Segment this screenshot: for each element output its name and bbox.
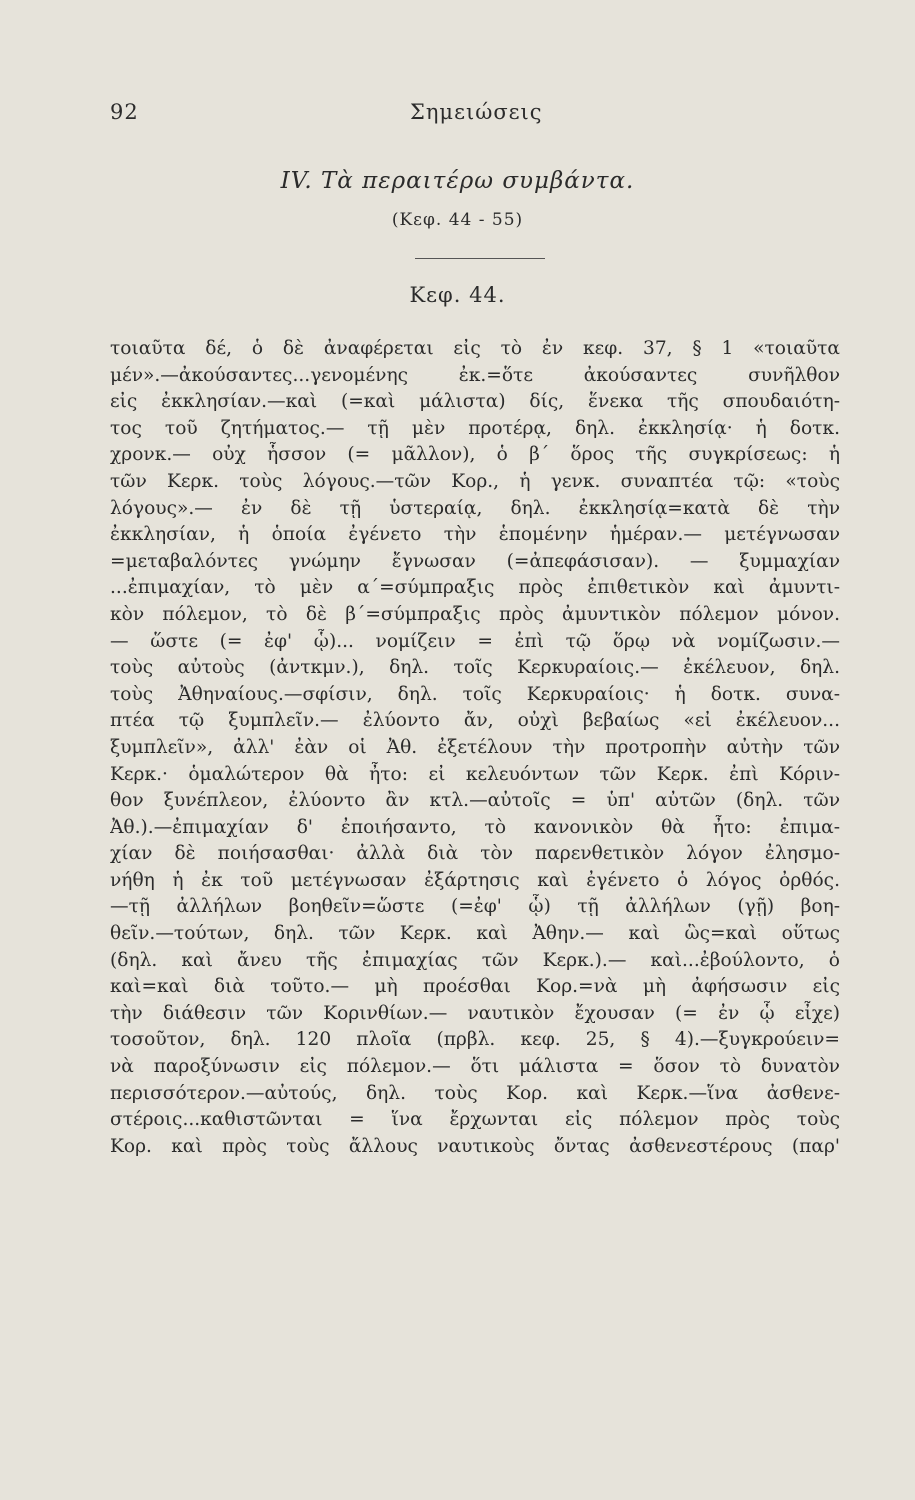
text-line bbox=[110, 1160, 840, 1187]
text-line: εἰς ἐκκλησίαν.—καὶ (=καὶ μάλιστα) δίς, ἕνεκα τῆς σπουδαιότη- bbox=[110, 391, 840, 413]
text-line: (δηλ. καὶ ἄνευ τῆς ἐπιμαχίας τῶν Κερκ.).— καὶ...ἐβούλοντο, ὁ bbox=[110, 949, 840, 971]
commentary-text bbox=[110, 336, 840, 1187]
running-head bbox=[110, 100, 840, 130]
chapter-heading: Κεφ. 44. bbox=[409, 283, 506, 307]
text-line: τοιαῦτα δέ, ὁ δὲ ἀναφέρεται εἰς τὸ ἐν κεφ. 37, § 1 «τοιαῦτα bbox=[110, 338, 840, 359]
text-line: τοὺς αὐτοὺς (ἀντκμν.), δηλ. τοῖς Κερκυραίοις.— ἐκέλευον, δηλ. bbox=[110, 657, 840, 679]
section-chapter-range: (Κεφ. 44 - 55) bbox=[391, 210, 524, 230]
text-line: καὶ=καὶ διὰ τοῦτο.— μὴ προέσθαι Κορ.=νὰ μὴ ἀφήσωσιν εἰς bbox=[110, 976, 840, 998]
text-line: λόγους».— ἐν δὲ τῇ ὑστεραίᾳ, δηλ. ἐκκλησίᾳ=κατὰ δὲ τὴν bbox=[110, 497, 840, 519]
text-line: κὸν πόλεμον, τὸ δὲ β΄=σύμπραξις πρὸς ἀμυντικὸν πόλεμον μόνον. bbox=[110, 603, 840, 625]
text-line: θον ξυνέπλεον, ἐλύοντο ἂν κτλ.—αὐτοῖς = ὑπ' αὐτῶν (δηλ. τῶν bbox=[110, 790, 840, 812]
text-line: νήθη ἡ ἐκ τοῦ μετέγνωσαν ἐξάρτησις καὶ ἐγένετο ὁ λόγος ὀρθός. bbox=[110, 869, 840, 891]
text-line: τῶν Κερκ. τοὺς λόγους.—τῶν Κορ., ἡ γενκ. συναπτέα τῷ: «τοὺς bbox=[110, 470, 840, 492]
text-line: τὴν διάθεσιν τῶν Κορινθίων.— ναυτικὸν ἔχουσαν (= ἐν ᾧ εἶχε) bbox=[110, 1002, 840, 1024]
text-line: νὰ παροξύνωσιν εἰς πόλεμον.— ὅτι μάλιστα = ὅσον τὸ δυνατὸν bbox=[110, 1056, 840, 1078]
text-line: τος τοῦ ζητήματος.— τῇ μὲν προτέρᾳ, δηλ. ἐκκλησίᾳ· ἡ δοτκ. bbox=[110, 417, 840, 439]
text-line: περισσότερον.—αὐτούς, δηλ. τοὺς Κορ. καὶ Κερκ.—ἵνα ἀσθενε- bbox=[110, 1082, 840, 1104]
text-line: ξυμπλεῖν», ἀλλ' ἐὰν οἱ Ἀθ. ἐξετέλουν τὴν προτροπὴν αὐτὴν τῶν bbox=[110, 736, 840, 758]
section-divider bbox=[415, 258, 545, 259]
text-line: θεῖν.—τούτων, δηλ. τῶν Κερκ. καὶ Ἀθην.— καὶ ὣς=καὶ οὕτως bbox=[110, 923, 840, 945]
text-line: χρονκ.— οὐχ ἧσσον (= μᾶλλον), ὁ β΄ ὅρος τῆς συγκρίσεως: ἡ bbox=[110, 444, 840, 466]
text-line: χίαν δὲ ποιήσασθαι· ἀλλὰ διὰ τὸν παρενθετικὸν λόγον ἐλησμο- bbox=[110, 843, 840, 865]
text-line: μέν».—ἀκούσαντες...γενομένης ἐκ.=ὅτε ἀκούσαντες συνῆλθον bbox=[110, 364, 840, 386]
section-title: IV. Τὰ περαιτέρω συμβάντα. bbox=[280, 168, 635, 194]
text-line: τοσοῦτον, δηλ. 120 πλοῖα (πρβλ. κεφ. 25, § 4).—ξυγκρούειν= bbox=[110, 1029, 840, 1051]
text-line: ...ἐπιμαχίαν, τὸ μὲν α΄=σύμπραξις πρὸς ἐπιθετικὸν καὶ ἀμυντι- bbox=[110, 577, 840, 599]
text-line: ἐκκλησίαν, ἡ ὁποία ἐγένετο τὴν ἑπομένην ἡμέραν.— μετέγνωσαν bbox=[110, 524, 840, 546]
text-line: Ἀθ.).—ἐπιμαχίαν δ' ἐποιήσαντο, τὸ κανονικὸν θὰ ἦτο: ἐπιμα- bbox=[110, 816, 840, 838]
text-line: Κερκ.· ὁμαλώτερον θὰ ἦτο: εἰ κελευόντων τῶν Κερκ. ἐπὶ Κόριν- bbox=[110, 763, 840, 785]
running-title: Σημειώσεις bbox=[410, 100, 543, 124]
text-line: —τῇ ἀλλήλων βοηθεῖν=ὥστε (=ἐφ' ᾧ) τῇ ἀλλήλων (γῇ) βοη- bbox=[110, 896, 840, 918]
text-line: τοὺς Ἀθηναίους.—σφίσιν, δηλ. τοῖς Κερκυραίοις· ἡ δοτκ. συνα- bbox=[110, 683, 840, 705]
text-line: Κορ. καὶ πρὸς τοὺς ἄλλους ναυτικοὺς ὄντας ἀσθενεστέρους (παρ' bbox=[110, 1135, 840, 1157]
text-line: στέροις...καθιστῶνται = ἵνα ἔρχωνται εἰς πόλεμον πρὸς τοὺς bbox=[110, 1109, 840, 1131]
text-line: — ὥστε (= ἐφ' ᾧ)... νομίζειν = ἐπὶ τῷ ὅρῳ νὰ νομίζωσιν.— bbox=[110, 630, 840, 652]
page-number: 92 bbox=[110, 100, 139, 124]
text-line: =μεταβαλόντες γνώμην ἔγνωσαν (=ἀπεφάσισαν). — ξυμμαχίαν bbox=[110, 550, 840, 572]
text-line: πτέα τῷ ξυμπλεῖν.— ἐλύοντο ἄν, οὐχὶ βεβαίως «εἰ ἐκέλευον... bbox=[110, 710, 840, 732]
